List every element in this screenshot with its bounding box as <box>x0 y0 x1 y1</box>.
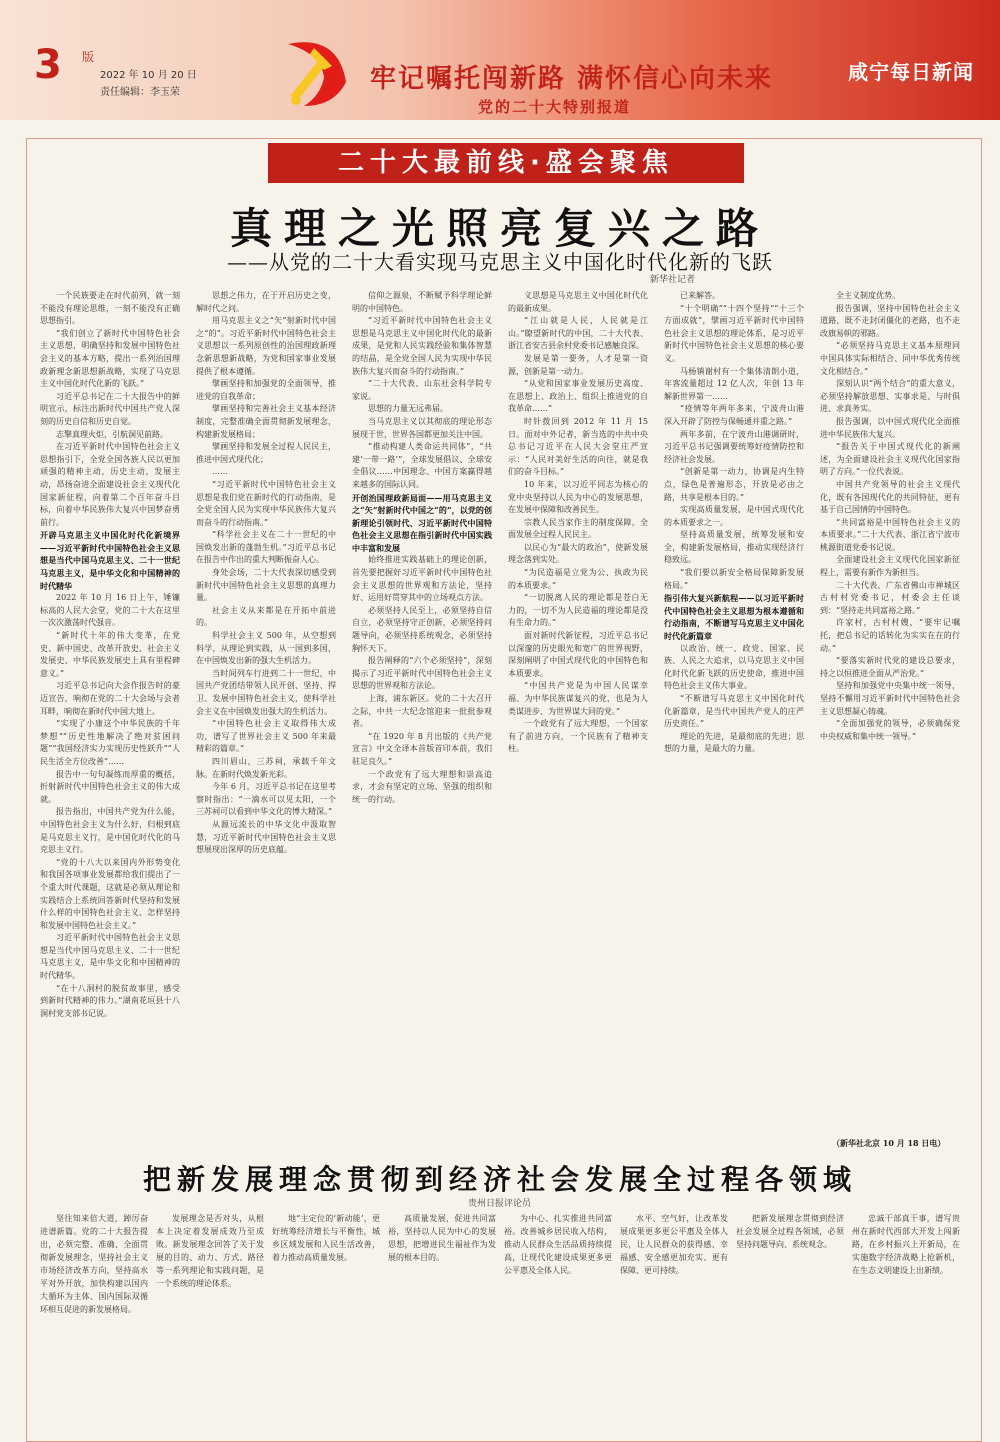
paragraph: “在 1920 年 8 月出版的《共产党宣言》中文全译本首版首印本前，我们驻足良久。” <box>352 731 492 766</box>
paragraph: “创新是第一动力，协调是内生特点，绿色是普遍形态，开放是必由之路，共享是根本目的。” <box>664 467 804 502</box>
paragraph: 理论的先进，是最彻底的先进；思想的力量，是最大的力量。 <box>664 731 804 754</box>
section-subheading: 开辟马克思主义中国化时代化新境界——习近平新时代中国特色社会主义思想是当代中国马克思主义、二十一世纪马克思主义，是中华文化和中国精神的时代精华 <box>40 530 180 591</box>
commentary-column <box>852 1212 960 1434</box>
article-column <box>196 290 336 1150</box>
paragraph: 深刻认识“两个结合”的重大意义，必须坚持解放思想、实事求是、与时俱进、求真务实。 <box>820 379 960 414</box>
article-column <box>508 290 648 1150</box>
paragraph: “要落实新时代党的建设总要求，持之以恒推进全面从严治党。” <box>820 656 960 678</box>
paragraph: “科学社会主义在二十一世纪的中国焕发出新的蓬勃生机。”习近平总书记在报告中作出的重大判断振奋人心。 <box>196 530 336 565</box>
article-title: 真理之光照亮复兴之路 <box>229 204 770 253</box>
paragraph: 习近平总书记在二十大报告中的鲜明宣示，标注出新时代中国共产党人深刻的历史自信和历史自觉。 <box>40 391 180 426</box>
paragraph: 志擎真理火炬，引航洞见前路。 <box>56 429 168 439</box>
article-dateline-signature: （新华社北京 10 月 18 日电） <box>832 1138 946 1148</box>
section-ribbon-text: 二十大最前线·盛会聚焦 <box>338 148 674 178</box>
commentary-column <box>388 1212 496 1434</box>
paragraph: “不断谱写马克思主义中国化时代化新篇章，是当代中国共产党人的庄严历史责任。” <box>664 694 804 729</box>
paragraph: “习近平新时代中国特色社会主义思想是我们党在新时代的行动指南，是全党全国人民为实现中华民族伟大复兴而奋斗的行动指南。” <box>196 479 336 527</box>
paragraph: 从源远流长的中华文化中汲取智慧，习近平新时代中国特色社会主义思想展现出深厚的历史底蕴。 <box>196 819 336 855</box>
paragraph: 以民心为“最大的政治”，使新发展理念落到实处。 <box>508 542 648 565</box>
paragraph: 当马克思主义以其彻底的理论形态展现于世，世界各国都更加关注中国。 <box>352 416 492 439</box>
paragraph: “必须坚持马克思主义基本原理同中国具体实际相结合、同中华优秀传统文化相结合。” <box>820 341 960 376</box>
paragraph: “实现了小康这个中华民族的千年梦想”“历史性地解决了绝对贫困问题”“我国经济实力实现历史性跃升”“人民生活全方位改善”…… <box>40 719 180 766</box>
commentary-body <box>40 1212 960 1434</box>
paragraph: 许家村，古村村嫂，“要牢记嘱托，把总书记的话转化为实实在在的行动。” <box>820 618 960 653</box>
paragraph: “在十八洞村的脱贫故事里，感受到新时代精神的伟力。”湖南花垣县十八洞村党支部书记说。 <box>40 983 180 1018</box>
paragraph: 报告指出，中国共产党为什么能，中国特色社会主义为什么好，归根到底是马克思主义行，是中国化时代化的马克思主义行。 <box>40 807 180 855</box>
paragraph: 思想的力量无远弗届。 <box>368 404 448 414</box>
paragraph: “疫情等年两年多来，宁波舟山港深入开辟了防控与保畅通并重之路。” <box>664 404 804 426</box>
paragraph: 发展理念是否对头，从根本上决定着发展成效乃至成败。新发展理念回答了关于发展的目的、动力、方式、路径等一系列理论和实践问题，是一个系统的理论体系。 <box>156 1214 264 1288</box>
paragraph: 报告阐释的“六个必须坚持”，深刻揭示了习近平新时代中国特色社会主义思想的世界观和方法论。 <box>352 656 492 691</box>
paragraph: 二十大代表、广东省佛山市禅城区古村村党委书记，村委会主任谈到：“坚持走共同富裕之路。” <box>820 580 960 615</box>
article-byline: 新华社记者 <box>650 275 696 285</box>
article-column <box>664 290 804 1150</box>
paragraph: “党的十八大以来国内外形势变化和我国各项事业发展都给我们提出了一个重大时代课题，这就是必须从理论和实践结合上系统回答新时代坚持和发展什么样的中国特色社会主义、怎样坚持和发展中国特色社会主义。” <box>40 857 180 930</box>
paragraph: 报告中一句句凝练而厚重的概括，折射新时代中国特色社会主义的伟大成就。 <box>40 769 180 804</box>
section-subheading: 开创治国理政新局面——用马克思主义之“矢”射新时代中国之“的”，以党的创新理论引领时代、习近平新时代中国特色社会主义思想在指引新时代中国实践中丰富和发展 <box>352 492 492 553</box>
paragraph: 坚持高质量发展，统筹发展和安全，构建新发展格局，推动实现经济行稳致远。 <box>664 530 804 565</box>
paragraph: “推动构建人类命运共同体”，“共建‘一带一路’”，全球发展倡议、全球安全倡议……中国理念、中国方案赢得越来越多的国际认同。 <box>352 442 492 489</box>
paragraph: “中国特色社会主义取得伟大成功，谱写了世界社会主义 500 年来最精彩的篇章。” <box>196 719 336 754</box>
paragraph: “我们创立了新时代中国特色社会主义思想，明确坚持和发展中国特色社会主义的基本方略，提出一系列治国理政新理念新思想新战略，实现了马克思主义中国化时代化新的飞跃。” <box>40 328 180 389</box>
publish-date: 2022 年 10 月 20 日 <box>100 70 197 81</box>
commentary-title: 把新发展理念贯彻到经济社会发展全过程各领域 <box>142 1163 857 1196</box>
paragraph: 思想之伟力，在于开启历史之变，解时代之问。 <box>196 291 336 313</box>
paragraph: 一个政党有了远大理想和崇高追求，才会有坚定的立场、坚强的组织和统一的行动。 <box>352 769 492 804</box>
paragraph: 宗教人民当家作主的制度保障，全面发展全过程人民民主。 <box>508 517 648 540</box>
paragraph: 一个民族要走在时代前列，就一刻不能没有理论思维，一刻不能没有正确思想指引。 <box>40 291 180 326</box>
paragraph: 马杨镇谢村有一个集体清朗小道，年客流量超过 12 亿人次，年创 13 年解新世界第一…… <box>664 366 804 401</box>
paragraph: 今年 6 月，习近平总书记在这里考察时指出：“一滴水可以见太阳，一个三苏祠可以看到中华文化的博大精深。” <box>196 782 336 817</box>
paragraph: 社会主义从来都是在开拓中前进的。 <box>196 605 336 628</box>
paragraph: 一个政党有了远大理想，一个国家有了前进方向，一个民族有了精神支柱。 <box>508 719 648 754</box>
paragraph: 高质量发展，促进共同富裕，坚持以人民为中心的发展思想，把增进民生福祉作为发展的根本目的。 <box>388 1214 496 1262</box>
paragraph: 科学社会主义 500 年，从空想到科学，从理论到实践，从一国到多国，在中国焕发出新的强大生机活力。 <box>196 631 336 666</box>
paragraph: 水平、空气好，让改革发展成果更多更公平惠及全体人民，让人民群众的获得感、幸福感、安全感更加充实、更有保障、更可持续。 <box>620 1214 728 1275</box>
party-emblem-icon <box>268 34 358 114</box>
commentary-column <box>504 1212 612 1434</box>
article-column <box>40 290 180 1150</box>
commentary-column <box>736 1212 844 1434</box>
paragraph: “江山就是人民，人民就是江山。”瞭望新时代的中国，二十大代表、浙江省安吉县余村党委书记感触良深。 <box>508 316 648 351</box>
paragraph: 习近平总书记向大会作报告时的豪迈宣告，响彻在党的二十大会场与会者耳畔，响彻在新时代中国大地上。 <box>40 681 180 716</box>
commentary-column <box>40 1212 148 1434</box>
paragraph: 为中心、扎实推进共同富裕。改善城乡居民收入结构，推动人民群众生活品质持续提高，让现代化建设成果更多更公平惠及全体人民。 <box>504 1214 612 1275</box>
section-ribbon <box>268 143 744 183</box>
special-report-subheadline: 党的二十大特别报道 <box>478 98 632 116</box>
article-subtitle: ——从党的二十大看实现马克思主义中国化时代化新的飞跃 <box>227 250 773 274</box>
editor-credit: 责任编辑：李玉荣 <box>100 87 180 98</box>
paragraph: 坚持和加强党中央集中统一领导，坚持不懈用习近平新时代中国特色社会主义思想凝心铸魂。 <box>820 681 960 716</box>
paragraph: “十个明确”“十四个坚持”“十三个方面成就”，擘画习近平新时代中国特色社会主义思想的理论体系，是习近平新时代中国特色社会主义思想的核心要义。 <box>664 303 804 363</box>
ban-label: 版 <box>82 50 95 64</box>
commentary-column <box>620 1212 728 1434</box>
article-column <box>820 290 960 1150</box>
paragraph: 信仰之源泉，不断赋予科学理论鲜明的中国特色。 <box>352 291 492 313</box>
article-body <box>40 290 960 1150</box>
paragraph: 上海，浦东新区。党的二十大召开之际，中共一大纪念馆迎来一批批参观者。 <box>352 694 492 729</box>
paragraph: 在习近平新时代中国特色社会主义思想指引下，全党全国各族人民以更加顽强的精神主动，历史主动，发展主动，昂扬奋进全面建设社会主义现代化国家新征程，向着第二个百年奋斗目标，向着中华民族伟大复兴中国梦奋勇前行。 <box>40 442 180 527</box>
paragraph: 10 年来，以习近平同志为核心的党中央坚持以人民为中心的发展思想，在发展中保障和改善民生。 <box>508 479 648 515</box>
paragraph: 中国共产党领导的社会主义现代化，既有各国现代化的共同特征，更有基于自己国情的中国特色。 <box>820 479 960 515</box>
paragraph: 坚往知来倍大道，踔厉奋进谱新篇。党的二十大报告提出，必须完整、准确、全面贯彻新发展理念，坚持社会主义市场经济改革方向，坚持高水平对外开放，加快构建以国内大循环为主体、国内国际双循环相互促进的新发展格局。 <box>40 1214 148 1314</box>
paragraph: “习近平新时代中国特色社会主义思想是马克思主义中国化时代化的最新成果，是党和人民实践经验和集体智慧的结晶，是全党全国人民为实现中华民族伟大复兴而奋斗的行动指南。” <box>352 316 492 376</box>
commentary-column <box>272 1212 380 1434</box>
paragraph: 擘画坚持和加强党的全面领导，推进党的自我革命； <box>196 379 336 401</box>
paragraph: 全面建设社会主义现代化国家新征程上，需要有新作为新担当。 <box>820 555 960 578</box>
paragraph: 面对新时代新征程，习近平总书记以深邃的历史眼光和宽广的世界视野，深刻阐明了中国式现代化的中国特色和本质要求。 <box>508 631 648 678</box>
paragraph: 擘画坚持和发展全过程人民民主，推进中国式现代化； <box>196 442 336 464</box>
page-header <box>0 0 1000 120</box>
paragraph: 忠诚干部真干事，谱写贵州在新时代西部大开发上闯新路，在乡村振兴上开新局，在实施数字经济战略上抢新机，在生态文明建设上出新绩。 <box>852 1214 960 1275</box>
paragraph: “全面加强党的领导，必须确保党中央权威和集中统一领导。” <box>820 719 960 741</box>
paragraph: 地“主定位的‘新动能’，更好统筹经济增长与平衡性，城乡区域发展和人民生活改善，着力推动高质量发展。 <box>272 1214 380 1262</box>
paragraph: “报告关于中国式现代化的新阐述，为全面建设社会主义现代化国家指明了方向。”一位代表说。 <box>820 442 960 477</box>
paragraph: 擘画坚持和完善社会主义基本经济制度，完整准确全面贯彻新发展理念，构建新发展格局； <box>196 404 336 439</box>
paragraph: 两年多前，在宁波舟山港调研时，习近平总书记强调要统筹好疫情防控和经济社会发展。 <box>664 429 804 464</box>
paragraph: 发展是第一要务，人才是第一资源，创新是第一动力。 <box>508 353 648 376</box>
paragraph: 已来解答。 <box>680 291 720 300</box>
paragraph: “新时代十年的伟大变革，在党史、新中国史、改革开放史、社会主义发展史、中华民族发展史上具有里程碑意义。” <box>40 631 180 678</box>
paragraph: 义思想是马克思主义中国化时代化的最新成果。 <box>508 291 648 313</box>
paragraph: “从党和国家事业发展历史高度、在思想上、政治上、组织上推进党的自我革命……” <box>508 379 648 414</box>
paragraph: “二十大代表、山东社会科学院专家说。 <box>352 379 492 401</box>
paragraph: 习近平新时代中国特色社会主义思想是当代中国马克思主义、二十一世纪马克思主义，是中华文化和中国精神的时代精华。 <box>40 933 180 981</box>
paragraph: “我们要以新安全格局保障新发展格局。” <box>664 568 804 590</box>
paragraph: “中国共产党是为中国人民谋幸福、为中华民族谋复兴的党，也是为人类谋进步、为世界谋大同的党。” <box>508 681 648 716</box>
paragraph: 实现高质量发展，是中国式现代化的本质要求之一。 <box>664 505 804 527</box>
paragraph: “一切脱离人民的理论都是苍白无力的，一切不为人民造福的理论都是没有生命力的。” <box>508 593 648 628</box>
paragraph: 2022 年 10 月 16 日上午，锤镰标高的人民大会堂，党的二十大在这里一次次激荡时代强音。 <box>40 593 180 628</box>
commentary-byline: 贵州日报评论员 <box>468 1199 532 1209</box>
page-number: 3 <box>34 42 62 88</box>
paragraph: “共同富裕是中国特色社会主义的本质要求。”二十大代表、浙江省宁波市桃源街道党委书记说。 <box>820 517 960 552</box>
paragraph: 用马克思主义之“矢”射新时代中国之“的”。习近平新时代中国特色社会主义思想以一系列原创性的治国理政新理念新思想新战略，为党和国家事业发展提供了根本遵循。 <box>196 316 336 376</box>
paragraph: 四川眉山，三苏祠，承载千年文脉。在新时代焕发新光彩。 <box>196 756 336 779</box>
paragraph: 报告强调，坚持中国特色社会主义道路，既不走封闭僵化的老路，也不走改旗易帜的邪路。 <box>820 303 960 338</box>
newspaper-masthead: 咸宁每日新闻 <box>848 60 974 84</box>
paragraph: 身处会场，二十大代表深切感受到新时代中国特色社会主义思想的真理力量。 <box>196 568 336 603</box>
article-column <box>352 290 492 1150</box>
paragraph: 把新发展理念贯彻到经济社会发展全过程各领域，必须坚持问题导向、系统观念。 <box>736 1214 844 1249</box>
paragraph: …… <box>212 467 228 477</box>
special-report-headline: 牢记嘱托闯新路 满怀信心向未来 <box>370 64 774 94</box>
paragraph: 必须坚持人民至上，必须坚持自信自立，必须坚持守正创新，必须坚持问题导向，必须坚持系统观念，必须坚持胸怀天下。 <box>352 605 492 653</box>
commentary-column <box>156 1212 264 1434</box>
paragraph: “为民造福是立党为公、执政为民的本质要求。” <box>508 568 648 590</box>
paragraph: 全主义制度优势。 <box>836 291 900 300</box>
paragraph: 报告强调，以中国式现代化全面推进中华民族伟大复兴。 <box>820 416 960 439</box>
paragraph: 当时间列车行进到二十一世纪，中国共产党团结带领人民开创、坚持、捍卫、发展中国特色社会主义，使科学社会主义在中国焕发出强大的生机活力。 <box>196 668 336 716</box>
paragraph: 时针拨回到 2012 年 11 月 15 日。面对中外记者，新当选的中共中央总书记习近平在人民大会堂庄严宣示：“人民对美好生活的向往，就是我们的奋斗目标。” <box>508 416 648 477</box>
section-subheading: 指引伟大复兴新航程——以习近平新时代中国特色社会主义思想为根本遵循和行动指南，不断谱写马克思主义中国化时代化新篇章 <box>664 593 804 642</box>
paragraph: 以政治、统一、政党、国家、民族、人民之大追求，以马克思主义中国化时代化新飞跃的历史使命，推进中国特色社会主义伟大事业。 <box>664 643 804 691</box>
paragraph: 始终推进实践基础上的理论创新，首先要把握好习近平新时代中国特色社会主义思想的世界观和方法论，坚持好、运用好贯穿其中的立场观点方法。 <box>352 555 492 603</box>
